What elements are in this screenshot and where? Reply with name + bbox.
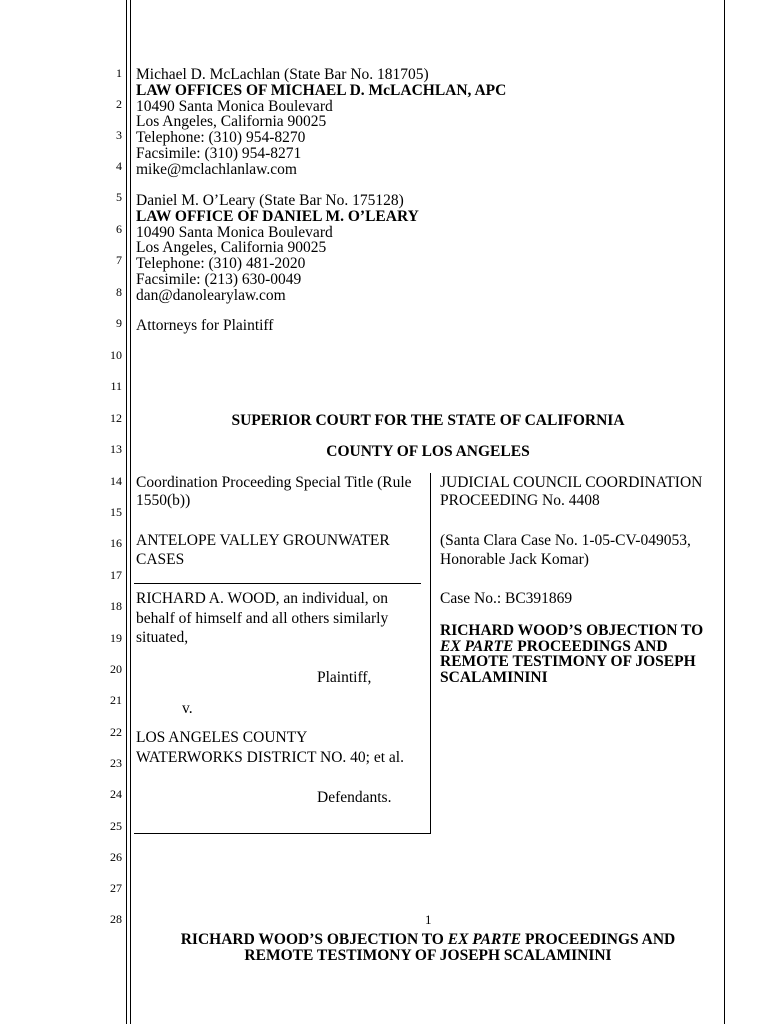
page-number: 1 [425,912,432,927]
line-number: 9 [116,316,122,330]
jcc-line: PROCEEDING No. 4408 [440,492,600,509]
footer-title-line [130,932,726,948]
cases-title-line: CASES [136,551,185,568]
margin-rule-right [724,0,725,1024]
line-number: 2 [116,97,122,111]
attorney-block-1 [136,67,506,178]
line-number: 12 [110,411,122,425]
attorneys-for: Attorneys for Plaintiff [136,317,274,334]
plaintiff-party-line: situated, [136,629,189,646]
firm-telephone: Telephone: (310) 481-2020 [136,255,306,273]
line-number: 10 [110,348,122,362]
margin-rule-left-outer [126,0,127,1024]
document-title-line: REMOTE TESTIMONY OF JOSEPH [440,653,696,670]
line-number: 21 [110,693,122,707]
attorney-name: Michael D. McLachlan (State Bar No. 181705) [136,66,429,83]
santa-clara-case-line: Honorable Jack Komar) [440,551,589,568]
line-number: 18 [110,599,122,613]
line-number: 14 [110,474,122,488]
document-title-line [440,639,703,655]
footer-title-italic: EX PARTE [447,931,522,948]
line-number: 23 [110,756,122,770]
footer-title-part: RICHARD WOOD’S OBJECTION TO [180,931,448,948]
caption-vertical-rule [430,473,431,834]
line-number: 22 [110,725,122,739]
document-title-italic: EX PARTE [440,637,514,655]
line-number: 13 [110,442,122,456]
firm-name: LAW OFFICE OF DANIEL M. O’LEARY [136,207,419,225]
line-number: 20 [110,662,122,676]
firm-facsimile: Facsimile: (310) 954-8271 [136,144,302,162]
footer-title-line: REMOTE TESTIMONY OF JOSEPH SCALAMININI [244,947,612,964]
document-title-rest: PROCEEDINGS AND [513,637,668,655]
firm-email: mike@mclachlanlaw.com [136,160,297,178]
court-county: COUNTY OF LOS ANGELES [326,443,530,460]
firm-address-line: Los Angeles, California 90025 [136,113,327,131]
line-number: 15 [110,505,122,519]
defendant-party-line: WATERWORKS DISTRICT NO. 40; et al. [136,749,404,766]
line-number: 26 [110,850,122,864]
case-number: Case No.: BC391869 [440,590,573,607]
document-title-line: SCALAMININI [440,668,548,686]
line-number: 24 [110,787,122,801]
coordination-title-line: 1550(b)) [136,492,191,509]
document-title [440,623,703,685]
firm-name: LAW OFFICES OF MICHAEL D. McLACHLAN, APC [136,81,507,99]
footer-title [130,932,726,964]
cases-title-line: ANTELOPE VALLEY GROUNWATER [136,532,390,549]
line-number: 28 [110,912,122,926]
footer-title-part: PROCEEDINGS AND [521,931,676,948]
line-number: 6 [116,222,122,236]
firm-address-line: 10490 Santa Monica Boulevard [136,97,333,115]
attorney-name: Daniel M. O’Leary (State Bar No. 175128) [136,192,404,209]
firm-address-line: Los Angeles, California 90025 [136,239,327,257]
firm-facsimile: Facsimile: (213) 630-0049 [136,270,302,288]
margin-rule-left-inner [130,0,131,1024]
defendant-party-line: LOS ANGELES COUNTY [136,729,308,746]
defendants-label: Defendants. [317,789,392,806]
document-title-line: RICHARD WOOD’S OBJECTION TO [440,622,704,639]
plaintiff-party-line: RICHARD A. WOOD, an individual, on [136,590,389,607]
coordination-title-line: Coordination Proceeding Special Title (Rule [136,474,412,491]
line-number: 16 [110,536,122,550]
line-number: 17 [110,568,122,582]
line-number: 8 [116,285,122,299]
plaintiff-party-line: behalf of himself and all others similarly [136,610,389,627]
line-number: 27 [110,881,122,895]
santa-clara-case-line: (Santa Clara Case No. 1-05-CV-049053, [440,532,691,549]
firm-address-line: 10490 Santa Monica Boulevard [136,223,333,241]
court-name: SUPERIOR COURT FOR THE STATE OF CALIFORNIA [231,412,625,429]
attorney-block-2 [136,193,419,304]
line-number: 19 [110,631,122,645]
caption-divider [134,583,421,584]
line-number: 11 [110,379,122,393]
firm-telephone: Telephone: (310) 954-8270 [136,129,306,147]
line-number: 3 [116,128,122,142]
line-number: 25 [110,819,122,833]
line-number: 5 [116,190,122,204]
line-number: 4 [116,159,122,173]
jcc-line: JUDICIAL COUNCIL COORDINATION [440,474,703,491]
versus-label: v. [182,700,193,717]
line-number: 7 [116,253,122,267]
line-number: 1 [116,66,122,80]
plaintiff-label: Plaintiff, [317,669,372,686]
firm-email: dan@danolearylaw.com [136,286,286,304]
caption-bottom-rule [134,833,430,834]
